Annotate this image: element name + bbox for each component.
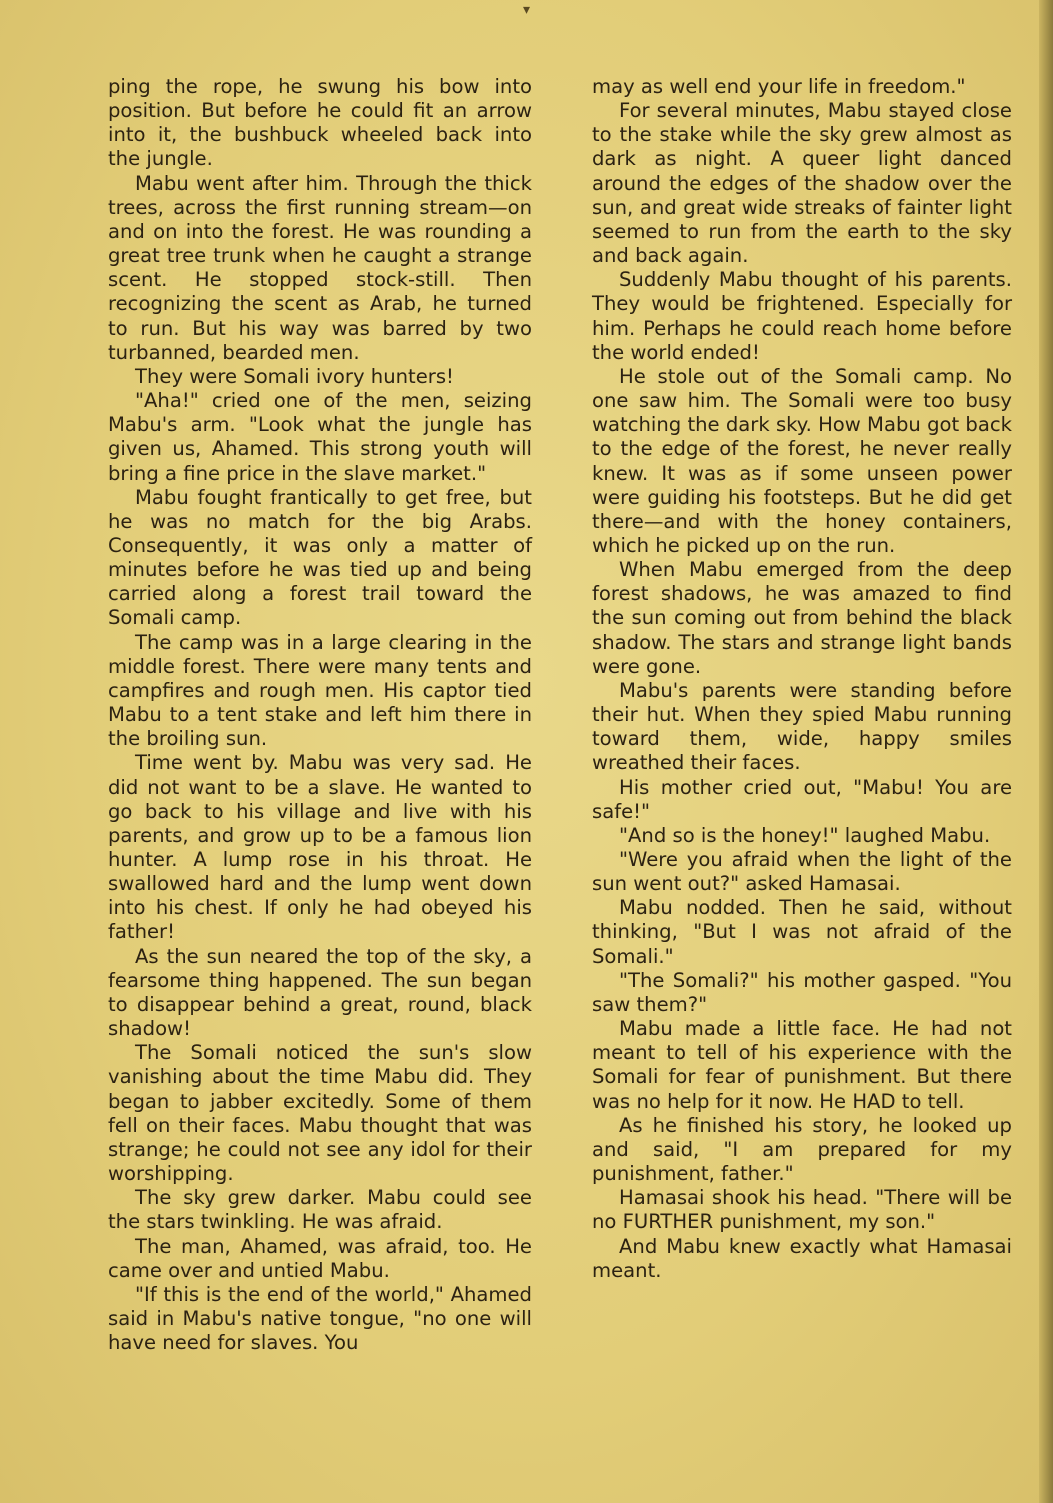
paragraph: Mabu nodded. Then he said, without thinking, "But I was not afraid of the Somali." — [592, 896, 1012, 968]
paragraph: They were Somali ivory hunters! — [135, 364, 454, 388]
paragraph: And Mabu knew exactly what Hamasai meant. — [592, 1234, 1012, 1282]
paragraph: Suddenly Mabu thought of his parents. They would be frightened. Especially for him. Perhaps he could reach home before the world ended! — [592, 268, 1012, 364]
paragraph: For several minutes, Mabu stayed close to the stake while the sky grew almost as dark as night. A queer light danced around the edges of the shadow over the sun, and great wide streaks of fainter light seemed to run from the earth to the sky and back again. — [592, 99, 1012, 268]
print-mark: ▾ — [523, 2, 531, 18]
paragraph: As the sun neared the top of the sky, a fearsome thing happened. The sun began to disappear behind a great, round, black shadow! — [108, 944, 532, 1041]
paragraph: Mabu's parents were standing before their hut. When they spied Mabu running toward them, wide, happy smiles wreathed their faces. — [592, 678, 1012, 775]
page-edge-shadow — [1039, 0, 1053, 1503]
paragraph: ping the rope, he swung his bow into position. But before he could fit an arrow into it, the bushbuck wheeled back into the jungle. — [108, 75, 532, 171]
paragraph: The Somali noticed the sun's slow vanishing about the time Mabu did. They began to jabber excitedly. Some of them fell on their faces. Mabu thought that was strange; he could not see any idol for their worshipping. — [108, 1041, 532, 1186]
paragraph: Mabu fought frantically to get free, but he was no match for the big Arabs. Consequently, it was only a matter of minutes before he was tied up and being carried along a forest trail toward the Somali camp. — [108, 485, 532, 630]
paragraph: Time went by. Mabu was very sad. He did not want to be a slave. He wanted to go back to his village and live with his parents, and grow up to be a famous lion hunter. A lump rose in his throat. He swallowed hard and the lump went down into his chest. If only he had obeyed his father! — [108, 751, 532, 944]
paragraph: Mabu went after him. Through the thick trees, across the first running stream—on and on into the forest. He was rounding a great tree trunk when he caught a strange scent. He stopped stock-still. Then recognizing the scent as Arab, he turned to run. But his way was barred by two turbanned, bearded men. — [108, 171, 532, 364]
paragraph: He stole out of the Somali camp. No one saw him. The Somali were too busy watching the dark sky. How Mabu got back to the edge of the forest, he never really knew. It was as if some unseen power were guiding his footsteps. But he did get there—and with the honey containers, which he picked up on the run. — [592, 364, 1012, 557]
paragraph: The camp was in a large clearing in the middle forest. There were many tents and campfires and rough men. His captor tied Mabu to a tent stake and left him there in the broiling sun. — [108, 630, 532, 751]
right-text-column — [592, 75, 1012, 1283]
paragraph: "If this is the end of the world," Ahamed said in Mabu's native tongue, "no one will have need for slaves. You — [108, 1282, 532, 1355]
paragraph: "Aha!" cried one of the men, seizing Mabu's arm. "Look what the jungle has given us, Ahamed. This strong youth will bring a fine price in the slave market." — [108, 389, 532, 485]
paragraph: When Mabu emerged from the deep forest shadows, he was amazed to find the sun coming out from behind the black shadow. The stars and strange light bands were gone. — [592, 558, 1012, 678]
paragraph: His mother cried out, "Mabu! You are safe!" — [592, 775, 1012, 823]
paragraph: "Were you afraid when the light of the sun went out?" asked Hamasai. — [592, 848, 1012, 896]
left-text-column — [108, 75, 532, 1355]
paragraph: Mabu made a little face. He had not meant to tell of his experience with the Somali for fear of punishment. But there was no help for it now. He HAD to tell. — [592, 1017, 1012, 1113]
paragraph: "And so is the honey!" laughed Mabu. — [619, 823, 991, 847]
paragraph: "The Somali?" his mother gasped. "You saw them?" — [592, 968, 1012, 1016]
paragraph: The man, Ahamed, was afraid, too. He came over and untied Mabu. — [108, 1234, 532, 1282]
paragraph: The sky grew darker. Mabu could see the stars twinkling. He was afraid. — [108, 1186, 532, 1234]
paragraph: As he finished his story, he looked up and said, "I am prepared for my punishment, father." — [592, 1113, 1012, 1186]
paragraph: may as well end your life in freedom." — [592, 75, 966, 98]
paragraph: Hamasai shook his head. "There will be no FURTHER punishment, my son." — [592, 1186, 1012, 1234]
